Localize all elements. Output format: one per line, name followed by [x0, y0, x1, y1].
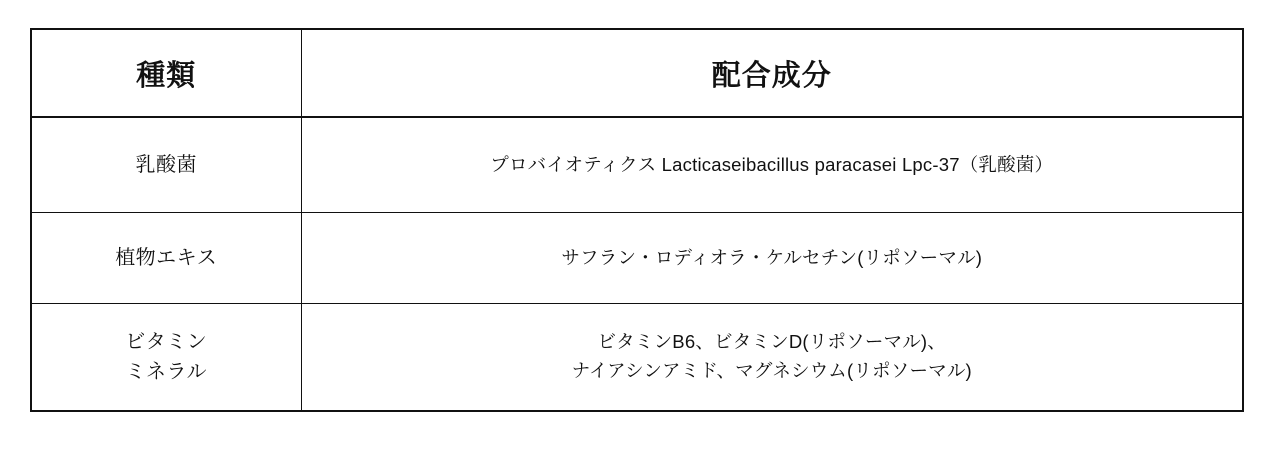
- ingredients-table: [30, 28, 1244, 412]
- cell-type-line: ミネラル: [125, 361, 207, 383]
- cell-ingredients-line: ビタミンB6、ビタミンD(リポソーマル)、: [597, 331, 946, 353]
- table-row: [31, 117, 1243, 213]
- cell-ingredients-line: ナイアシンアミド、マグネシウム(リポソーマル): [571, 360, 972, 381]
- cell-type-line: ビタミン: [125, 331, 208, 353]
- table-body: [31, 117, 1243, 411]
- table-row: [31, 304, 1243, 412]
- column-header-ingredients: 配合成分: [301, 29, 1243, 117]
- ingredients-table-container: [30, 28, 1242, 412]
- cell-ingredients: プロバイオティクス Lacticaseibacillus paracasei Lpc-37（乳酸菌）: [301, 117, 1243, 213]
- cell-type: 植物エキス: [31, 213, 301, 304]
- table-row: [31, 213, 1243, 304]
- table-header: [31, 29, 1243, 117]
- cell-type: [31, 304, 301, 412]
- column-header-type: 種類: [31, 29, 301, 117]
- cell-ingredients: [301, 304, 1243, 412]
- table-header-row: [31, 29, 1243, 117]
- cell-type: 乳酸菌: [31, 117, 301, 213]
- cell-ingredients: サフラン・ロディオラ・ケルセチン(リポソーマル): [301, 213, 1243, 304]
